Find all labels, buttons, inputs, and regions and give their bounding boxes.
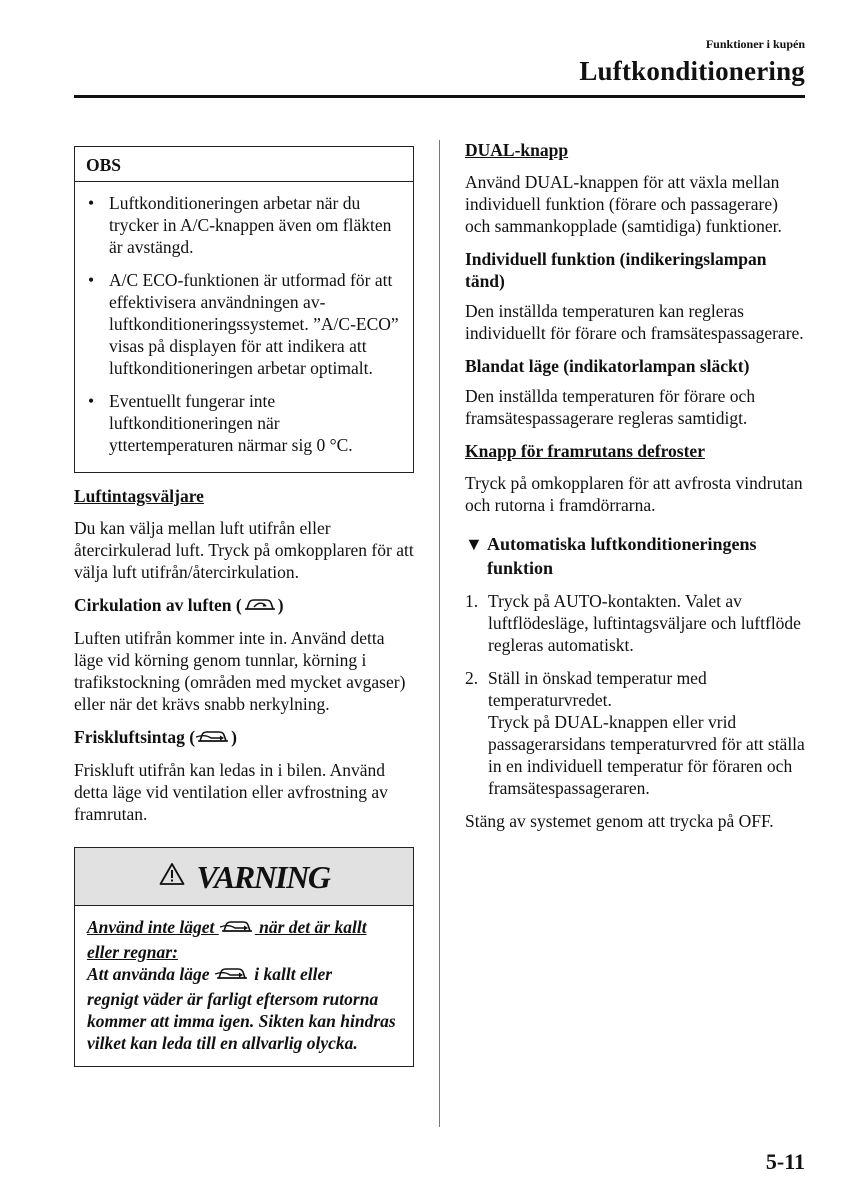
page-number: 5-11 — [765, 1149, 805, 1174]
warning-triangle-icon — [159, 862, 185, 891]
warning-header — [75, 848, 413, 906]
mixed-text: Den inställda temperaturen för förare och framsätespassagerare regleras samtidigt. — [465, 386, 756, 428]
fresh-text: Friskluft utifrån kan ledas in i bilen. Använd detta läge vid ventilation eller avfrostning av framrutan. — [74, 760, 388, 824]
warning-line: Att använda läge i kallt eller — [87, 963, 401, 988]
dual-text: Använd DUAL-knappen för att växla mellan individuell funktion (förare och passagerare) och sammankopplade (samtidiga) funktioner. — [465, 172, 782, 236]
obs-list — [75, 182, 413, 472]
obs-box — [74, 146, 414, 473]
dual-heading: DUAL-knapp — [465, 140, 569, 160]
fresh-air-icon — [219, 918, 255, 941]
intake-heading: Luftintagsväljare — [74, 486, 204, 506]
obs-item: • Luftkonditioneringen arbetar när du trycker in A/C-knappen även om fläkten är avstängd. — [88, 193, 392, 257]
fresh-air-icon — [214, 965, 250, 988]
warning-box — [74, 847, 414, 1067]
step-item: 2. Ställ in önskad temperatur med temperaturvredet. Tryck på DUAL-knappen eller vrid passagerarsidans temperaturvred för att ställa in en individuell temperatur för föraren och framsätespassageraren. — [465, 668, 805, 798]
bullet-icon: • — [88, 391, 95, 411]
title-rule — [74, 95, 805, 98]
defrost-heading: Knapp för framrutans defroster — [465, 441, 705, 461]
warning-line: Använd inte läget när det är kallt — [87, 916, 401, 941]
defrost-text: Tryck på omkopplaren för att avfrosta vindrutan och rutorna i framdörrarna. — [465, 473, 803, 515]
obs-item: • Eventuellt fungerar inte luftkonditioneringen när yttertemperaturen närmar sig 0 °C. — [88, 391, 353, 455]
warning-line: eller regnar: — [87, 942, 178, 962]
bullet-icon: • — [88, 193, 95, 213]
column-divider — [439, 140, 440, 1127]
warning-text: regnigt väder är farligt eftersom rutorna kommer att imma igen. Sikten kan hindras vilket kan leda till en allvarlig olycka. — [87, 989, 396, 1053]
mixed-heading: Blandat läge (indikatorlampan släckt) — [465, 356, 750, 376]
warning-body — [75, 906, 413, 1066]
right-column — [465, 139, 805, 843]
left-column — [74, 146, 414, 1067]
fresh-heading: Friskluftsintag ( ) — [74, 726, 414, 751]
individual-heading: Individuell funktion (indikeringslampan tänd) — [465, 249, 767, 291]
page-title: Luftkonditionering — [579, 56, 805, 86]
bullet-icon: • — [88, 270, 95, 290]
obs-heading: OBS — [75, 147, 413, 182]
obs-item: • A/C ECO-funktionen är utformad för att effektivisera användningen av- luftkonditioneringssystemet. ”A/C-ECO” visas på displayen för att indikera att luftkonditioneringen arbetar optimalt. — [88, 270, 399, 378]
intake-text: Du kan välja mellan luft utifrån eller återcirkulerad luft. Tryck på omkopplaren för att välja luft utifrån/återcirkulation. — [74, 518, 414, 582]
closing-text: Stäng av systemet genom att trycka på OFF. — [465, 811, 774, 831]
individual-text: Den inställda temperaturen kan regleras individuellt för förare och framsätespassagerare. — [465, 301, 804, 343]
auto-steps — [465, 590, 805, 799]
recirc-heading: Cirkulation av luften ( ) — [74, 594, 414, 619]
step-item: 1. Tryck på AUTO-kontakten. Valet av luftflödesläge, luftintagsväljare och luftflöde regleras automatiskt. — [465, 591, 801, 655]
recirc-text: Luften utifrån kommer inte in. Använd detta läge vid körning genom tunnlar, körning i trafikstockning (områden med mycket avgaser) eller när det krävs snabb nerkylning. — [74, 628, 406, 714]
triangle-marker-icon: ▼ — [465, 534, 483, 554]
warning-title: VARNING — [196, 858, 330, 895]
fresh-air-icon — [195, 728, 231, 751]
section-label: Funktioner i kupén — [705, 37, 805, 51]
recirculation-icon — [242, 596, 278, 619]
auto-heading: ▼ Automatiska luftkonditioneringens funktion — [465, 534, 757, 578]
